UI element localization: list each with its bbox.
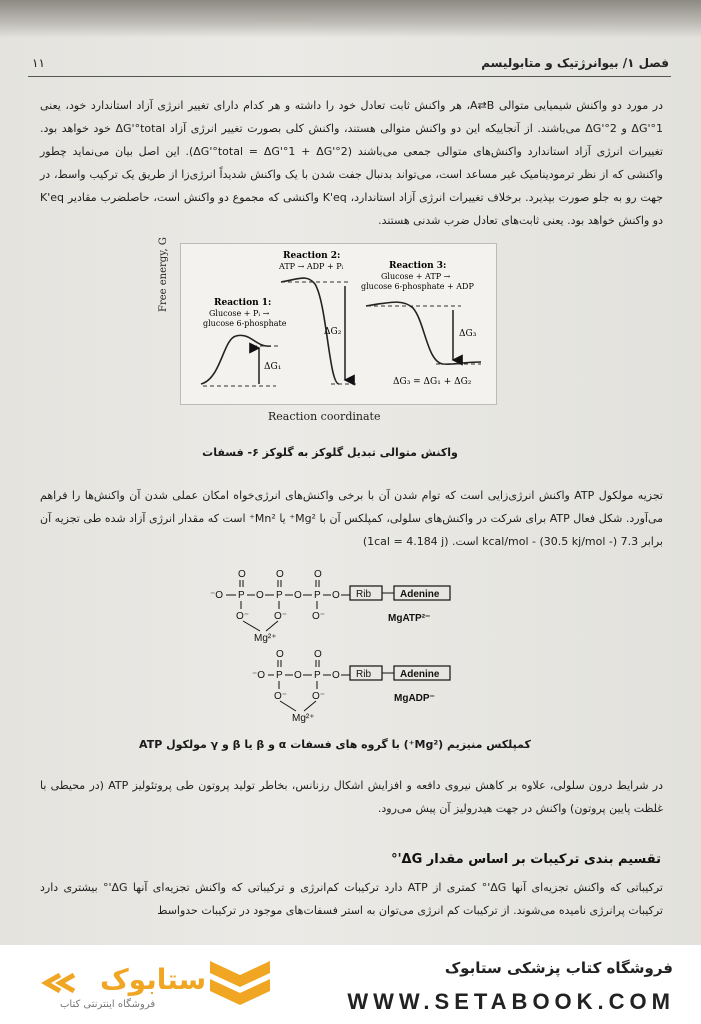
y-axis-label: Free energy, G <box>158 237 169 312</box>
mgatp-adenine-label: Adenine <box>400 589 440 600</box>
dg-sum-label: ΔG₃ = ΔG₁ + ΔG₂ <box>393 377 472 387</box>
svg-text:O: O <box>332 670 340 681</box>
store-name: فروشگاه کتاب پزشکی ستابوک <box>444 959 673 977</box>
mg-complex-svg <box>210 565 470 725</box>
figure1-caption: واکنش متوالی تبدیل گلوکز به گلوکز ۶- فسفات <box>202 446 458 459</box>
reaction1-curve <box>201 335 271 384</box>
page-number: ۱۱ <box>32 56 45 70</box>
reaction2-title: Reaction 2: <box>283 251 341 261</box>
dg3-label: ΔG₃ <box>459 329 477 339</box>
svg-text:⁻O: ⁻O <box>252 670 266 681</box>
svg-text:O: O <box>294 590 302 601</box>
svg-text:P: P <box>238 590 245 601</box>
mgatp-label: MgATP²⁻ <box>388 613 431 624</box>
svg-text:O: O <box>276 649 284 660</box>
paragraph-sequential-reactions: در مورد دو واکنش شیمیایی متوالی A⇄B، هر واکنش ثابت تعادل خود را داشته و هر کدام دارای تغییر انرژی آزاد استاندارد خود، یعنی ΔG'°1 و ΔG'°2 می‌باشند. از آنجاییکه این دو واکنش متوالی هستند، واکنش کلی بصورت تغییر انرژی آزاد ΔG'°total خود خواهد بود. تغییرات انرژی آزاد استاندارد واکنش‌های متوالی جمعی می‌باشند (ΔG'°total = ΔG'°1 + ΔG'°2). این اصل بیان می‌نماید چطور واکنشی که از نظر ترمودینامیک غیر مساعد است، می‌تواند بدنبال جفت شدن با یک واکنش شدیداً انرژی‌زا از طریق یک ترکیب واسط، در جهت رو به جلو صورت بپذیرد. برخلاف تغییرات انرژی آزاد استاندارد، K'eq واکنشی که مجموع دو واکنش است، حاصلضرب مقادیر K'eq دو واکنش خواهد بود. یعنی ثابت‌های تعادل ضرب شدنی هستند. <box>40 99 664 227</box>
reaction1-line2: glucose 6-phosphate <box>203 319 287 328</box>
dg2-label: ΔG₂ <box>324 327 342 337</box>
mgatp-rib-label: Rib <box>356 589 372 600</box>
paragraph-atp: تجزیه مولکول ATP واکنش انرژی‌زایی است که توام شدن آن با برخی واکنش‌های انرژی‌خواه امکان عملی شدن آن واکنش‌ها را فراهم می‌آورد. شکل فعال ATP برای شرکت در واکنش‌های سلولی، کمپلکس آن با Mg²⁺ یا Mn²⁺ است که مقدار انرژی آزاد شده طی تجزیه آن برابر 7.3 kcal/mol - (30.5 kj/mol -) است. (1cal = 4.184 j) <box>40 489 664 548</box>
mg-complex-figure <box>210 565 470 725</box>
logo-word: ستابوک <box>100 963 207 996</box>
reaction3-line2: glucose 6-phosphate + ADP <box>361 282 474 291</box>
x-axis-label: Reaction coordinate <box>268 410 381 423</box>
setabook-logo <box>40 953 270 1019</box>
svg-text:O: O <box>276 569 284 580</box>
section-heading: تقسیم بندی ترکیبات بر اساس مقدار ΔG'° <box>391 852 661 867</box>
page-top-shadow <box>0 0 701 38</box>
store-url[interactable]: WWW.SETABOOK.COM <box>347 989 675 1014</box>
mg-atp-ion: Mg²⁺ <box>254 633 277 644</box>
store-footer <box>0 945 701 1024</box>
reaction2-line1: ATP → ADP + Pᵢ <box>279 262 344 271</box>
svg-text:O: O <box>256 590 264 601</box>
svg-text:O: O <box>332 590 340 601</box>
svg-text:O⁻: O⁻ <box>312 611 326 622</box>
figure2-caption: کمپلکس منیزیم (Mg²⁺) با گروه های فسفات α و β یا β و γ مولکول ATP <box>139 738 531 751</box>
paragraph-hydrolysis: در شرایط درون سلولی، علاوه بر کاهش نیروی دافعه و افزایش اشکال رزنانس، بخاطر تولید پروتون طی پروتئولیز ATP (در محیطی با غلظت پایین پروتون) واکنش در جهت هیدرولیز آن پیش می‌رود. <box>40 779 663 815</box>
mgadp-adenine-label: Adenine <box>400 669 440 680</box>
svg-text:⁻O: ⁻O <box>210 590 224 601</box>
svg-text:P: P <box>276 590 283 601</box>
logo-subtitle: فروشگاه اینترنتی کتاب <box>60 999 156 1010</box>
mgadp-label: MgADP⁻ <box>394 693 435 704</box>
page-header <box>28 54 671 77</box>
reaction1-line1: Glucose + Pᵢ → <box>209 309 270 318</box>
svg-text:P: P <box>314 670 321 681</box>
paragraph-classification: ترکیباتی که واکنش تجزیه‌ای آنها ΔG'° کمتری از ATP دارد ترکیبات کم‌انرژی و ترکیباتی که واکنش تجزیه‌ای آنها ΔG'° بیشتری دارد ترکیبات پرانرژی نامیده می‌شوند. از ترکیبات کم انرژی می‌توان به استر فسفات‌های موجود در ترکیبات حدواسط <box>40 881 663 917</box>
svg-text:O: O <box>294 670 302 681</box>
svg-text:O: O <box>314 649 322 660</box>
svg-text:O: O <box>238 569 246 580</box>
energy-diagram-svg <box>181 244 496 404</box>
dg1-label: ΔG₁ <box>264 362 282 372</box>
svg-text:O⁻: O⁻ <box>236 611 250 622</box>
reaction3-title: Reaction 3: <box>389 261 447 271</box>
svg-text:O: O <box>314 569 322 580</box>
chapter-title: فصل ۱/ بیوانرژتیک و متابولیسم <box>481 56 669 70</box>
reaction1-title: Reaction 1: <box>214 298 272 308</box>
svg-text:P: P <box>276 670 283 681</box>
energy-diagram <box>180 243 497 405</box>
svg-text:O⁻: O⁻ <box>274 691 288 702</box>
svg-text:O⁻: O⁻ <box>274 611 288 622</box>
reaction3-line1: Glucose + ATP → <box>381 272 451 281</box>
mgadp-rib-label: Rib <box>356 669 372 680</box>
svg-text:O⁻: O⁻ <box>312 691 326 702</box>
mg-adp-ion: Mg²⁺ <box>292 713 315 724</box>
svg-text:P: P <box>314 590 321 601</box>
